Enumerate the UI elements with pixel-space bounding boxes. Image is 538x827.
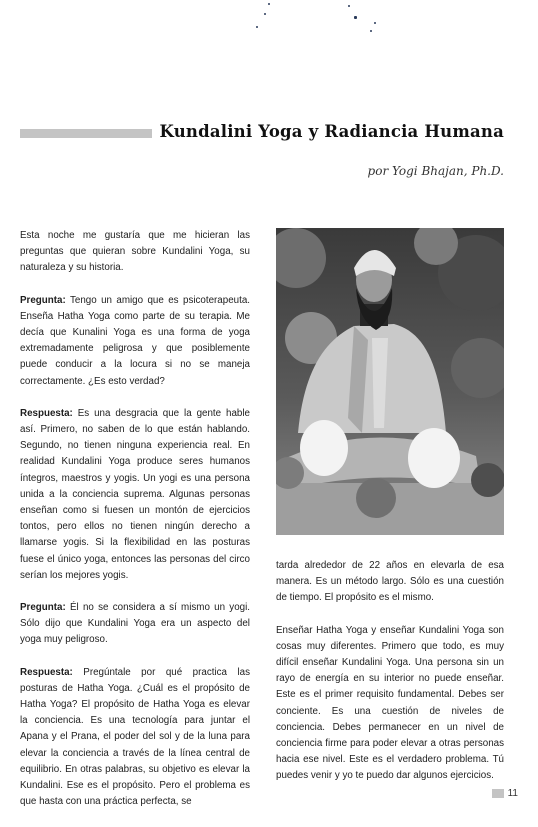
- intro-paragraph: Esta noche me gustaría que me hicieran las preguntas que quieran sobre Kundalini Yoga, su naturaleza y su historia.: [20, 230, 250, 274]
- folio-accent-bar: [492, 789, 504, 798]
- left-column: [20, 228, 250, 827]
- question-2: [20, 600, 250, 649]
- teacher-photo: [276, 228, 504, 535]
- article-byline: por Yogi Bhajan, Ph.D.: [367, 164, 504, 178]
- teacher-photo-illustration: [276, 228, 504, 535]
- title-accent-bar: [20, 129, 152, 138]
- answer-2: [20, 665, 250, 811]
- question-1: [20, 293, 250, 390]
- question-text: Tengo un amigo que es psicoterapeuta. Enseña Hatha Yoga como parte de su terapia. Me decía que Kunalini Yoga es una forma de yoga extremadamente peligrosa y que posiblemente puede conducir a la locura si no se maneja correctamente. ¿Es esto verdad?: [20, 294, 250, 387]
- question-label: Pregunta:: [20, 602, 66, 614]
- continuation-paragraph: tarda alrededor de 22 años en elevarla de esa manera. Es un método largo. Sólo es una cuestión de tiempo. El propósito es el mismo.: [276, 560, 504, 604]
- paragraph: Enseñar Hatha Yoga y enseñar Kundalini Yoga son cosas muy diferentes. Primero que todo, es muy difícil enseñar Kundalini Yoga. Una persona sin un rayo de energía en su interior no puede enseñar. Este es el primer requisito fundamental. Debes ser conciente. Es una cuestión de niveles de conciencia. Debes permanecer en un nivel de conciencia firme para poder elevar a otras personas hacia ese nivel. Este es el verdadero problema. Tú puedes venir y yo te puedo dar algunos ejercicios.: [276, 624, 504, 782]
- page-number: 11: [507, 788, 518, 799]
- article-title: Kundalini Yoga y Radiancia Humana: [159, 122, 504, 141]
- answer-label: Respuesta:: [20, 407, 73, 419]
- question-label: Pregunta:: [20, 294, 66, 306]
- right-column: [276, 558, 504, 801]
- question-text: Él no se considera a sí mismo un yogi. Sólo dijo que Kundalini Yoga era un aspecto del yoga muy peligroso.: [20, 602, 250, 646]
- answer-text: Es una desgracia que la gente hable así. Primero, no saben de lo que están hablando. Segundo, no tienen ninguna experiencia real. En realidad Kundalini Yoga produce seres humanos íntegros, maestros y yogis. Un yogi es una persona unida a la conciencia suprema. Algunas personas enseñan como si fuesen un montón de ejercicios tontos, pero ellos no tienen ningún derecho a llamarse yogis. Si la flexibilidad en las posturas fuese el único yoga, entonces las personas del circo serían los mejores yogis.: [20, 407, 250, 581]
- answer-1: [20, 406, 250, 584]
- answer-text: Pregúntale por qué practica las posturas de Hatha Yoga. ¿Cuál es el propósito de Hatha Yoga? El propósito de Hatha Yoga es elevar la conciencia. Es una tecnología para juntar el Apana y el Prana, el poder del sol y de la luna para elevar la conciencia a través de la línea central de equilibrio. En otras palabras, su objetivo es elevar la Kundalini. Ese es el propósito. Pero el problema es que hasta con una práctica perfecta, se: [20, 666, 250, 808]
- page-footer: [492, 788, 518, 799]
- answer-label: Respuesta:: [20, 666, 73, 678]
- decorative-dots: [250, 0, 390, 50]
